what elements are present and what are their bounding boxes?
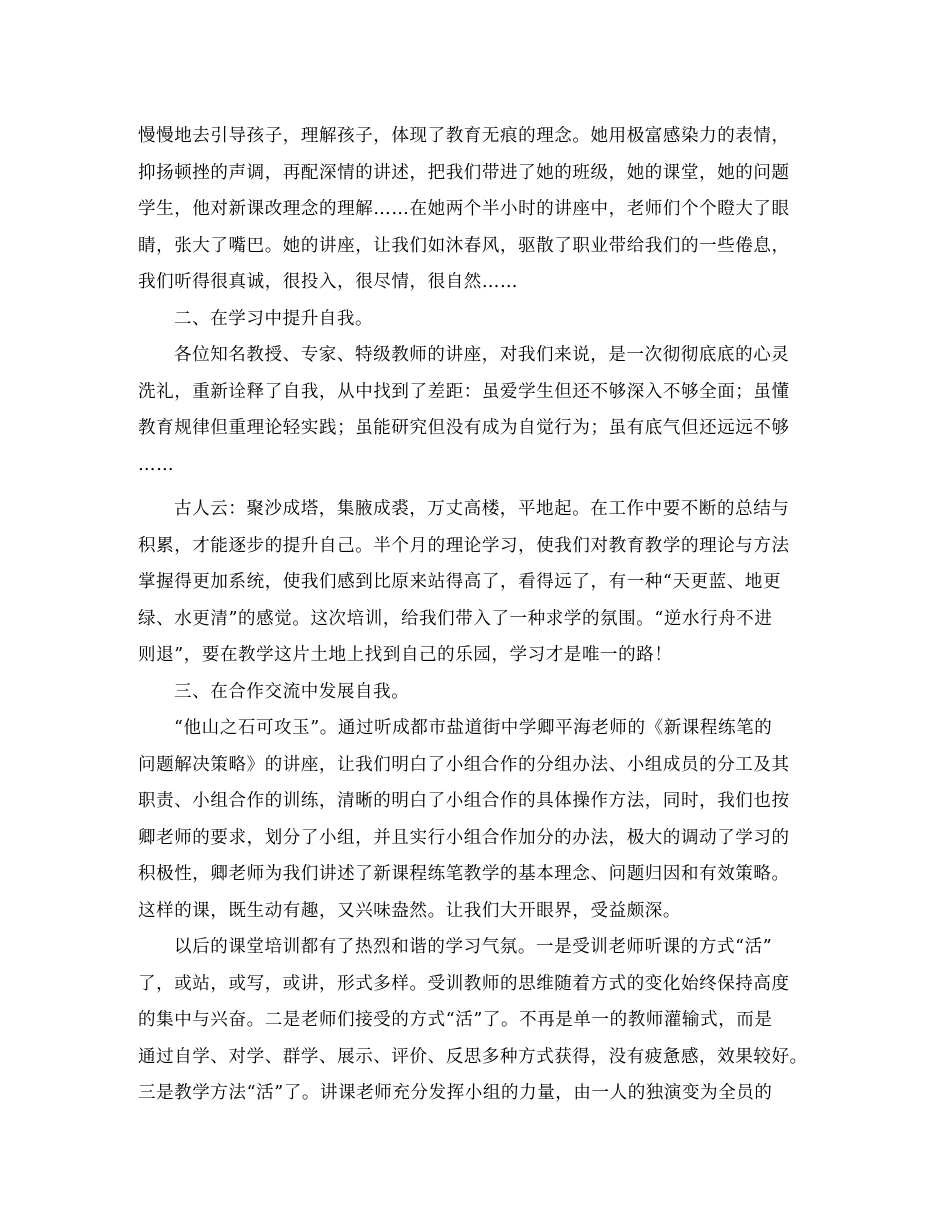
paragraph-line: 抑扬顿挫的声调，再配深情的讲述，把我们带进了她的班级，她的课堂，她的问题 [138, 162, 790, 183]
paragraph-line: 学生，他对新课改理念的理解……在她两个半小时的讲座中，老师们个个瞪大了眼 [138, 199, 790, 219]
paragraph-line: 这样的课，既生动有趣，又兴味盎然。让我们大开眼界，受益颇深。 [138, 900, 681, 921]
paragraph-line: 我们听得很真诚，很投入，很尽情，很自然…… [138, 272, 519, 292]
paragraph-line: 积累，才能逐步的提升自己。半个月的理论学习，使我们对教育教学的理论与方法 [138, 535, 790, 556]
section-heading: 二、在学习中提升自我。 [174, 308, 374, 329]
paragraph-line: 积极性，卿老师为我们讲述了新课程练笔教学的基本理念、问题归因和有效策略。 [138, 864, 790, 884]
paragraph-line: 睛，张大了嘴巴。她的讲座，让我们如沐春风，驱散了职业带给我们的一些倦息， [138, 235, 790, 256]
paragraph-line: 古人云：聚沙成塔，集腋成裘，万丈高楼，平地起。在工作中要不断的总结与 [174, 499, 790, 519]
section-heading: 三、在合作交流中发展自我。 [174, 681, 410, 702]
paragraph-line: 洗礼，重新诠释了自我，从中找到了差距：虽爱学生但还不够深入不够全面；虽懂 [138, 381, 790, 402]
paragraph-line: 则退”，要在教学这片土地上找到自己的乐园，学习才是唯一的路！ [138, 645, 673, 665]
paragraph-line: 问题解决策略》的讲座，让我们明白了小组合作的分组办法、小组成员的分工及其 [138, 754, 790, 775]
paragraph-line: 职责、小组合作的训练，清晰的明白了小组合作的具体操作方法，同时，我们也按 [138, 791, 790, 811]
paragraph-line: 了，或站，或写，或讲，形式多样。受训教师的思维随着方式的变化始终保持高度 [138, 973, 790, 994]
paragraph-line: “他山之石可攻玉”。通过听成都市盐道街中学卿平海老师的《新课程练笔的 [174, 718, 773, 738]
paragraph-line: …… [138, 454, 175, 475]
paragraph-line: 卿老师的要求，划分了小组，并且实行小组合作加分的办法，极大的调动了学习的 [138, 827, 790, 848]
paragraph-gap [138, 483, 818, 491]
paragraph-line: 慢慢地去引导孩子，理解孩子，体现了教育无痕的理念。她用极富感染力的表情， [138, 126, 790, 146]
paragraph-line: 三是教学方法“活”了。讲课老师充分发挥小组的力量，由一人的独演变为全员的 [138, 1083, 773, 1103]
paragraph-line: 教育规律但重理论轻实践；虽能研究但没有成为自觉行为；虽有底气但还远远不够 [138, 418, 790, 438]
paragraph-line: 以后的课堂培训都有了热烈和谐的学习气氛。一是受训老师听课的方式“活” [174, 937, 773, 957]
paragraph-line: 各位知名教授、专家、特级教师的讲座，对我们来说，是一次彻彻底底的心灵 [174, 345, 790, 365]
document-body [138, 118, 818, 1112]
paragraph-line: 的集中与兴奋。二是老师们接受的方式“活”了。不再是单一的教师灌输式，而是 [138, 1010, 773, 1030]
paragraph-line: 绿、水更清”的感觉。这次培训，给我们带入了一种求学的氛围。“逆水行舟不进 [138, 608, 773, 629]
paragraph-line: 通过自学、对学、群学、展示、评价、反思多种方式获得，没有疲惫感，效果较好。 [138, 1046, 808, 1067]
paragraph-line: 掌握得更加系统，使我们感到比原来站得高了，看得远了，有一种“天更蓝、地更 [138, 572, 782, 592]
